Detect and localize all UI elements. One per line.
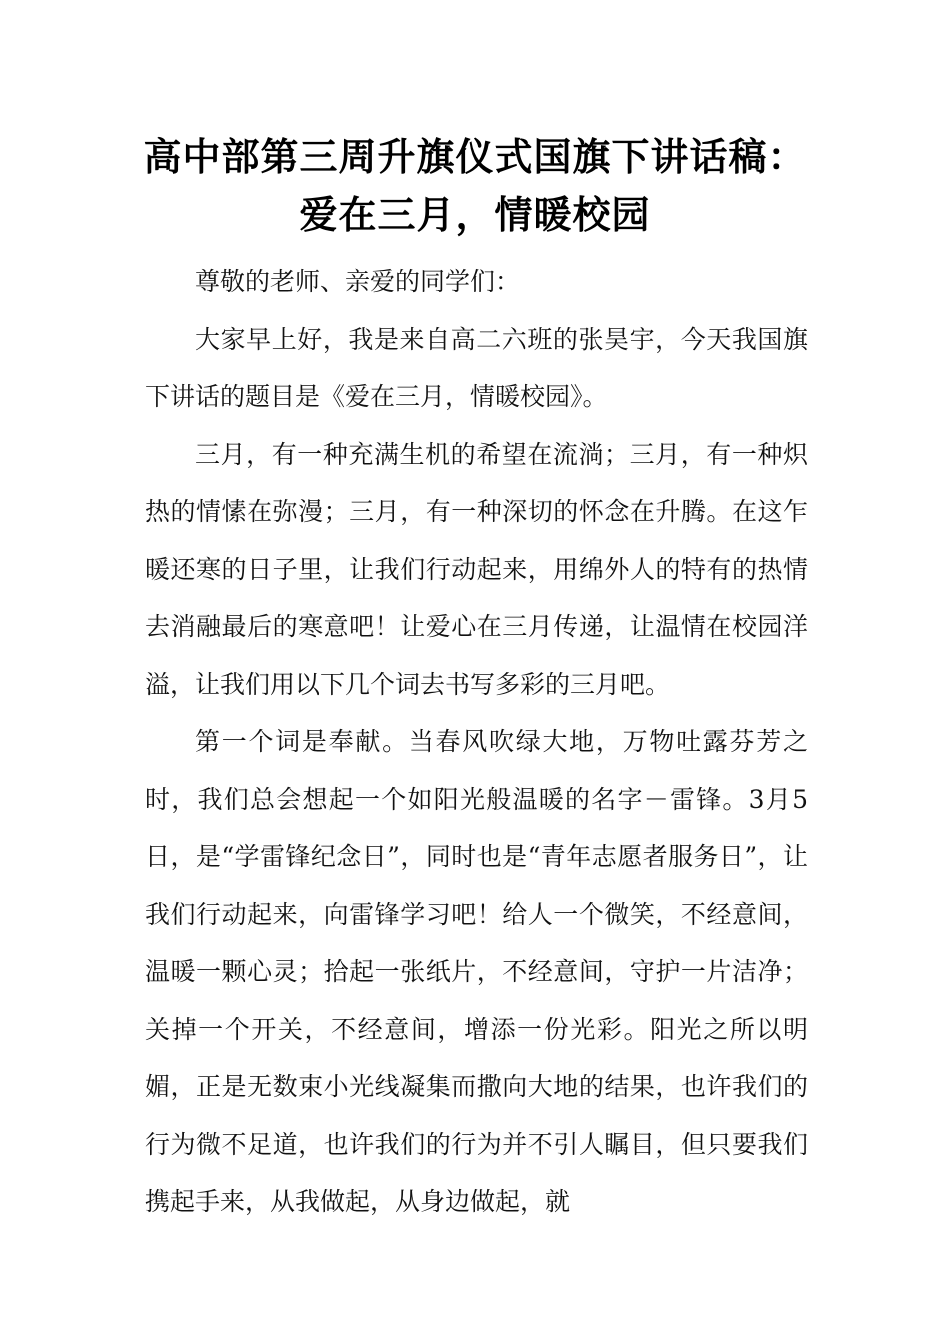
document-title	[0, 128, 950, 244]
paragraph-greeting: 大家早上好，我是来自高二六班的张昊宇，今天我国旗下讲话的题目是《爱在三月，情暖校园》。	[145, 324, 808, 411]
paragraph-march: 三月，有一种充满生机的希望在流淌；三月，有一种炽热的情愫在弥漫；三月，有一种深切的怀念在升腾。在这乍暖还寒的日子里，让我们行动起来，用绵外人的特有的热情去消融最后的寒意吧！让爱心在三月传递，让温情在校园洋溢，让我们用以下几个词去书写多彩的三月吧。	[145, 439, 808, 699]
title-line-1: 高中部第三周升旗仪式国旗下讲话稿：	[143, 134, 807, 179]
paragraph-salutation: 尊敬的老师、亲爱的同学们：	[195, 267, 521, 296]
paragraph-dedication: 第一个词是奉献。当春风吹绿大地，万物吐露芬芳之时，我们总会想起一个如阳光般温暖的名字－雷锋。3月5日，是“学雷锋纪念日”，同时也是“青年志愿者服务日”，让我们行动起来，向雷锋学习吧！给人一个微笑，不经意间，温暖一颗心灵；拾起一张纸片，不经意间，守护一片洁净；关掉一个开关，不经意间，增添一份光彩。阳光之所以明媚，正是无数束小光线凝集而撒向大地的结果，也许我们的行为微不足道，也许我们的行为并不引人瞩目，但只要我们携起手来，从我做起，从身边做起，就	[145, 727, 808, 1216]
title-line-2: 爱在三月，情暖校园	[299, 192, 651, 237]
document-body	[145, 253, 808, 1231]
